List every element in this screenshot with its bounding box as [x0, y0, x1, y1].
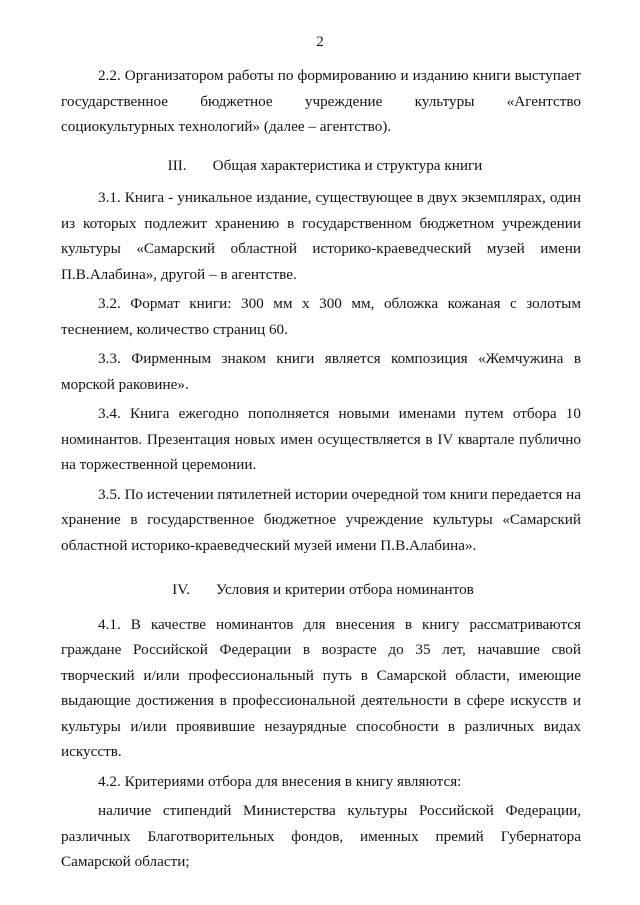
- section-heading-4: [61, 577, 581, 603]
- paragraph-4-1: 4.1. В качестве номинантов для внесения в книгу рассматриваются граждане Российской Федерации в возрасте до 35 лет, начавшие свой творческий и/или профессиональный путь в Самарской области, имеющие выдающие достижения в профессиональной деятельности в сфере искусств и культуры и/или проявившие незаурядные способности в различных видах искусств.: [61, 615, 581, 760]
- page-number: 2: [316, 34, 324, 50]
- paragraph-3-3: 3.3. Фирменным знаком книги является композиция «Жемчужина в морской раковине».: [61, 350, 581, 393]
- paragraph-3-2: 3.2. Формат книги: 300 мм х 300 мм, обложка кожаная с золотым теснением, количество страниц 60.: [61, 295, 581, 338]
- paragraph-3-5: 3.5. По истечении пятилетней истории очередной том книги передается на хранение в государственное бюджетное учреждение культуры «Самарский областной историко-краеведческий музей имени П.В.Алабина».: [61, 485, 581, 554]
- paragraph-2-2: 2.2. Организатором работы по формированию и изданию книги выступает государственное бюджетное учреждение культуры «Агентство социокультурных технологий» (далее – агентство).: [61, 67, 581, 135]
- section-title-4: Условия и критерии отбора номинантов: [216, 581, 474, 598]
- paragraph-3-1: 3.1. Книга - уникальное издание, существующее в двух экземплярах, один из которых подлежит хранению в государственном бюджетном учреждении культуры «Самарский областной историко-краеведческий музей имени П.В.Алабина», другой – в агентстве.: [61, 189, 581, 283]
- paragraph-3-4: 3.4. Книга ежегодно пополняется новыми именами путем отбора 10 номинантов. Презентация новых имен осуществляется в IV квартале публично на торжественной церемонии.: [61, 405, 581, 473]
- section-number-3: III.: [167, 156, 187, 174]
- paragraph-4-2: 4.2. Критериями отбора для внесения в книгу являются:: [98, 772, 462, 790]
- section-heading-3: [61, 153, 581, 179]
- section-number-4: IV.: [172, 581, 191, 598]
- document-body: [61, 63, 581, 875]
- section-title-3: Общая характеристика и структура книги: [212, 156, 483, 174]
- paragraph-criteria-1: наличие стипендий Министерства культуры Российской Федерации, различных Благотворительных фондов, именных премий Губернатора Самарской области;: [61, 802, 581, 870]
